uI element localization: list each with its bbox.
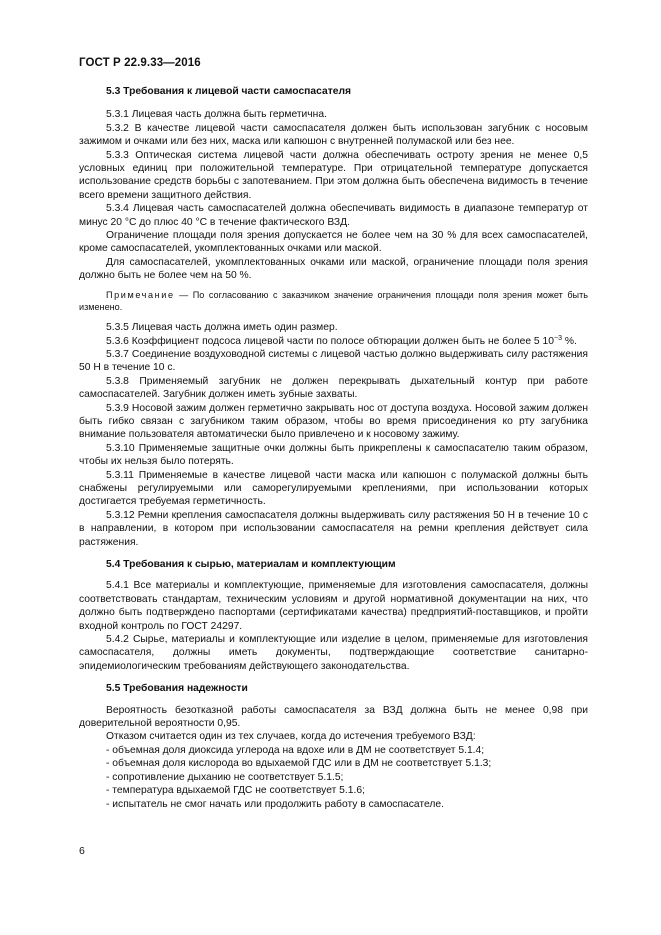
paragraph-5-3-1: 5.3.1 Лицевая часть должна быть герметична.: [106, 109, 327, 121]
paragraph-5-4-1: 5.4.1 Все материалы и комплектующие, применяемые для изготовления самоспасателя, должны соответствовать стандартам, техническим условиям и другой нормативной документации на них, что должно быть подтверждено паспортами (сертификатами качества) предприятий-поставщиков, и пройти входной контроль по ГОСТ 24297.: [79, 580, 588, 632]
note: [79, 289, 588, 313]
paragraph-5-3-11: 5.3.11 Применяемые в качестве лицевой части маска или капюшон с полумаской должны быть снабжены регулируемыми или саморегулируемыми креплениями, при использовании которых достигается требуемая герметичность.: [79, 469, 588, 508]
paragraph-5-3-6-tail: %.: [561, 335, 577, 347]
paragraph-5-3-12: 5.3.12 Ремни крепления самоспасателя должны выдерживать силу растяжения 50 Н в течение 10 с в направлении, в котором при использовании самоспасателя на ремни крепления действует сила растяжения.: [79, 509, 588, 548]
paragraph-5-3-9: 5.3.9 Носовой зажим должен герметично закрывать нос от доступа воздуха. Носовой зажим должен быть гибко связан с загубником таким образом, чтобы во время присоединения ко рту загубника внимание пользователя автоматически было привлечено и к носовому зажиму.: [79, 402, 588, 441]
list-item: - объемная доля диоксида углерода на вдохе или в ДМ не соответствует 5.1.4;: [106, 744, 485, 756]
paragraph-5-3-10: 5.3.10 Применяемые защитные очки должны быть прикреплены к самоспасателю таким образом, чтобы их нельзя было потерять.: [79, 442, 588, 468]
paragraph-fov-limit-goggles: Для самоспасателей, укомплектованных очками или маской, ограничение площади поля зрения должно быть не более чем на 50 %.: [79, 256, 588, 282]
page-number: 6: [79, 845, 85, 857]
paragraph-5-3-6: [79, 335, 588, 348]
note-label: Примечание: [106, 289, 175, 300]
document-header: ГОСТ Р 22.9.33—2016: [79, 57, 201, 69]
document-body: [79, 85, 588, 811]
section-heading-5-4: 5.4 Требования к сырью, материалам и комплектующим: [106, 559, 396, 570]
paragraph-reliability: Вероятность безотказной работы самоспасателя за ВЗД должна быть не менее 0,98 при доверительной вероятности 0,95.: [79, 704, 588, 730]
list-item: - сопротивление дыханию не соответствует 5.1.5;: [106, 771, 344, 783]
exponent: −3: [553, 334, 562, 342]
section-heading-5-5: 5.5 Требования надежности: [106, 683, 248, 695]
paragraph-5-3-8: 5.3.8 Применяемый загубник не должен перекрывать дыхательный контур при работе самоспасателей. Загубник должен иметь зубные захваты.: [79, 375, 588, 401]
paragraph-5-3-7: 5.3.7 Соединение воздуховодной системы с лицевой частью должно выдерживать силу растяжения 50 Н в течение 10 с.: [79, 348, 588, 374]
paragraph-5-3-2: 5.3.2 В качестве лицевой части самоспасателя должен быть использован загубник с носовым зажимом и очками или без них, маска или капюшон с внутренней полумаской или без нее.: [79, 122, 588, 148]
paragraph-5-3-3: 5.3.3 Оптическая система лицевой части должна обеспечивать остроту зрения не менее 0,5 условных единиц при положительной температуре. При отрицательной температуре допускается использование средств борьбы с запотеванием. При этом должна быть обеспечена видимость в течение всего времени защитного действия.: [79, 149, 588, 201]
list-item: - объемная доля кислорода во вдыхаемой ГДС или в ДМ не соответствует 5.1.3;: [106, 758, 492, 770]
list-item: - испытатель не смог начать или продолжить работу в самоспасателе.: [106, 798, 444, 810]
paragraph-5-3-6-text: 5.3.6 Коэффициент подсоса лицевой части по полосе обтюрации должен быть не более 5 10: [106, 335, 554, 347]
paragraph-5-3-4: 5.3.4 Лицевая часть самоспасателей должна обеспечивать видимость в диапазоне температур от минус 20 °С до плюс 40 °С в течение фактического ВЗД.: [79, 203, 588, 228]
paragraph-failure-definition: Отказом считается один из тех случаев, когда до истечения требуемого ВЗД:: [106, 731, 476, 743]
list-item: - температура вдыхаемой ГДС не соответствует 5.1.6;: [106, 785, 365, 797]
note-text: — По согласованию с заказчиком значение ограничения площади поля зрения может быть изменено.: [79, 289, 588, 312]
paragraph-5-4-2: 5.4.2 Сырье, материалы и комплектующие или изделие в целом, применяемые для изготовления самоспасателя, должны иметь документы, подтверждающие соответствие санитарно-эпидемиологическим требованиям действующего законодательства.: [79, 634, 588, 672]
paragraph-fov-limit: Ограничение площади поля зрения допускается не более чем на 30 % для всех самоспасателей, кроме самоспасателей, укомплектованных очками или маской.: [79, 230, 588, 255]
section-heading-5-3: 5.3 Требования к лицевой части самоспасателя: [106, 86, 352, 97]
paragraph-5-3-5: 5.3.5 Лицевая часть должна иметь один размер.: [106, 322, 338, 334]
